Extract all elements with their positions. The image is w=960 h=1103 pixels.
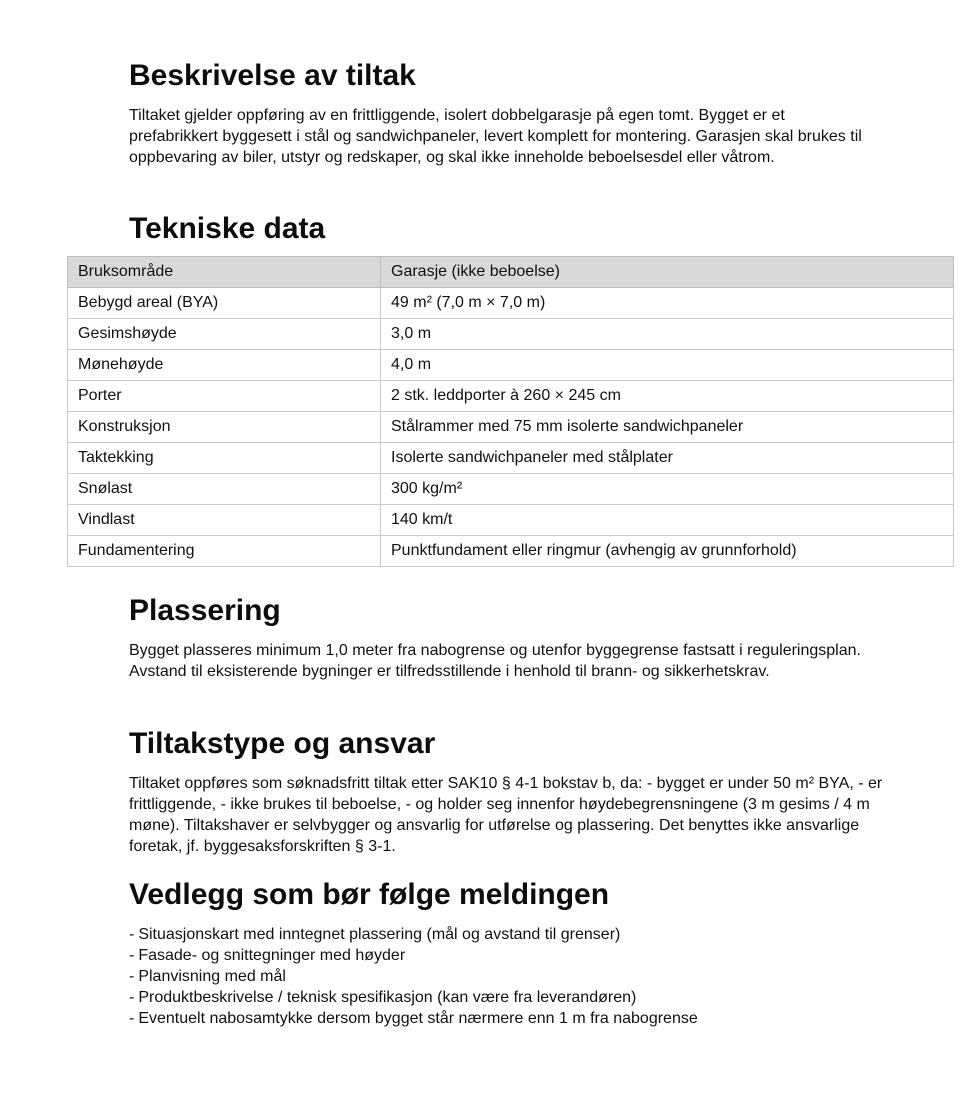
section-beskrivelse <box>129 58 899 168</box>
table-row <box>68 443 954 474</box>
section-plassering <box>129 593 899 682</box>
table-cell-label: Mønehøyde <box>68 350 381 381</box>
table-row <box>68 381 954 412</box>
table-cell-value: 49 m² (7,0 m × 7,0 m) <box>381 288 954 319</box>
table-cell-label: Konstruksjon <box>68 412 381 443</box>
list-bullet: - <box>129 947 135 964</box>
list-item <box>129 945 899 966</box>
section-vedlegg <box>129 877 899 1029</box>
table-row <box>68 536 954 567</box>
table-cell-label: Porter <box>68 381 381 412</box>
table-header-row <box>68 257 954 288</box>
list-item-text: Fasade- og snittegninger med høyder <box>138 947 406 964</box>
table-row <box>68 474 954 505</box>
paragraph-beskrivelse: Tiltaket gjelder oppføring av en frittliggende, isolert dobbelgarasje på egen tomt. Bygget er et prefabrikkert byggesett i stål og sandwichpaneler, levert komplett for montering. Garasjen skal brukes til oppbevaring av biler, utstyr og redskaper, og skal ikke inneholde beboelsesdel eller våtrom. <box>129 107 862 166</box>
table-cell-label: Taktekking <box>68 443 381 474</box>
table-row <box>68 412 954 443</box>
heading-tekniske-data: Tekniske data <box>129 212 326 245</box>
table-cell-value: Isolerte sandwichpaneler med stålplater <box>381 443 954 474</box>
table-cell-label: Bebygd areal (BYA) <box>68 288 381 319</box>
table-cell-label: Bruksområde <box>68 257 381 288</box>
table-row <box>68 350 954 381</box>
table-row <box>68 288 954 319</box>
table-cell-value: 140 km/t <box>381 505 954 536</box>
table-cell-label: Vindlast <box>68 505 381 536</box>
table-row <box>68 505 954 536</box>
table-cell-value: Punktfundament eller ringmur (avhengig av grunnforhold) <box>381 536 954 567</box>
table-cell-label: Fundamentering <box>68 536 381 567</box>
paragraph-plassering: Bygget plasseres minimum 1,0 meter fra nabogrense og utenfor byggegrense fastsatt i reguleringsplan. Avstand til eksisterende bygninger er tilfredsstillende i henhold til brann- og sikkerhetskrav. <box>129 642 861 680</box>
list-item-text: Eventuelt nabosamtykke dersom bygget står nærmere enn 1 m fra nabogrense <box>138 1010 698 1027</box>
heading-beskrivelse: Beskrivelse av tiltak <box>129 59 416 92</box>
list-bullet: - <box>129 926 135 943</box>
list-bullet: - <box>129 989 135 1006</box>
list-item-text: Produktbeskrivelse / teknisk spesifikasjon (kan være fra leverandøren) <box>138 989 637 1006</box>
list-bullet: - <box>129 1010 135 1027</box>
table-cell-value: Stålrammer med 75 mm isolerte sandwichpaneler <box>381 412 954 443</box>
table-cell-value: 4,0 m <box>381 350 954 381</box>
list-item-text: Situasjonskart med inntegnet plassering (mål og avstand til grenser) <box>138 926 621 943</box>
table-cell-value: 3,0 m <box>381 319 954 350</box>
table-row <box>68 319 954 350</box>
table-cell-value: 2 stk. leddporter à 260 × 245 cm <box>381 381 954 412</box>
attachments-list <box>129 924 899 1029</box>
list-item <box>129 987 899 1008</box>
heading-plassering: Plassering <box>129 594 281 627</box>
list-item <box>129 924 899 945</box>
heading-vedlegg: Vedlegg som bør følge meldingen <box>129 878 610 911</box>
table-cell-value: 300 kg/m² <box>381 474 954 505</box>
paragraph-tiltakstype: Tiltaket oppføres som søknadsfritt tiltak etter SAK10 § 4-1 bokstav b, da: - bygget er under 50 m² BYA, - er frittliggende, - ikke brukes til beboelse, - og holder seg innenfor høydebegrensningene (3 m gesims / 4 m møne). Tiltakshaver er selvbygger og ansvarlig for utførelse og plassering. Det benyttes ikke ansvarlige foretak, jf. byggesaksforskriften § 3-1. <box>129 775 883 855</box>
section-tiltakstype <box>129 726 899 857</box>
list-item <box>129 966 899 987</box>
heading-tiltakstype: Tiltakstype og ansvar <box>129 727 436 760</box>
section-tekniske-data <box>129 211 899 247</box>
list-item-text: Planvisning med mål <box>138 968 286 985</box>
table-cell-label: Snølast <box>68 474 381 505</box>
table-cell-value: Garasje (ikke beboelse) <box>381 257 954 288</box>
list-item <box>129 1008 899 1029</box>
technical-data-table <box>67 256 954 567</box>
table-cell-label: Gesimshøyde <box>68 319 381 350</box>
list-bullet: - <box>129 968 135 985</box>
